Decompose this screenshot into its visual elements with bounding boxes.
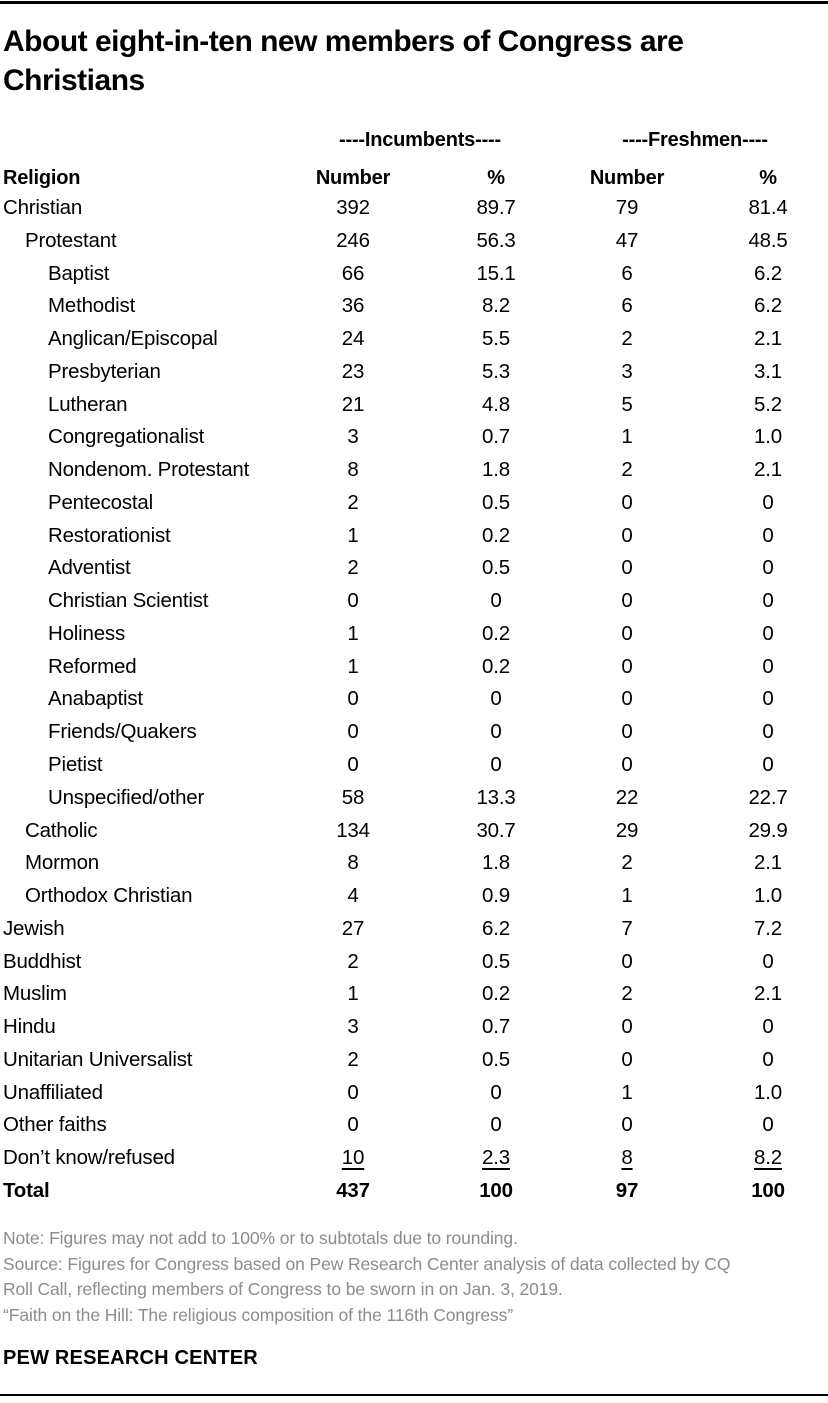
- row-label: Holiness: [48, 621, 126, 645]
- cell-freshmen-number: 0: [621, 621, 633, 645]
- row-label: Catholic: [25, 818, 98, 842]
- cell-freshmen-percent: 0: [762, 490, 774, 514]
- cell-freshmen-percent: 0: [762, 556, 774, 580]
- row-label: Anabaptist: [48, 687, 143, 711]
- cell-incumbents-number: 0: [347, 1080, 359, 1104]
- table-row: [0, 618, 828, 651]
- cell-incumbents-percent: 0: [490, 1080, 502, 1104]
- cell-incumbents-number: 3: [347, 1015, 359, 1039]
- row-label: Christian Scientist: [48, 589, 209, 613]
- cell-freshmen-percent: 0: [762, 621, 774, 645]
- cell-incumbents-percent: 5.5: [482, 327, 510, 351]
- cell-freshmen-number: 6: [621, 294, 633, 318]
- cell-incumbents-percent: 0.5: [482, 949, 510, 973]
- source-text: Source: Figures for Congress based on Pew Research Center analysis of data collected by CQ Roll Call, reflecting members of Congress to be sworn in on Jan. 3, 2019.: [3, 1253, 731, 1299]
- cell-incumbents-percent: 0.7: [482, 425, 510, 449]
- cell-freshmen-number: 1: [621, 884, 633, 908]
- cell-incumbents-percent: 15.1: [476, 261, 516, 285]
- cell-incumbents-percent: 6.2: [482, 916, 510, 940]
- table-row: [0, 225, 828, 258]
- table-row: [0, 258, 828, 291]
- table-row: [0, 1142, 828, 1175]
- row-label: Congregationalist: [48, 425, 205, 449]
- cell-incumbents-percent: 0.2: [482, 523, 510, 547]
- cell-incumbents-percent: 13.3: [476, 785, 516, 809]
- cell-incumbents-percent: 0.5: [482, 490, 510, 514]
- table-row: [0, 1109, 828, 1142]
- table-row: [0, 782, 828, 815]
- cell-incumbents-number: 23: [341, 359, 365, 383]
- table-row: [0, 192, 828, 225]
- cell-incumbents-percent: 8.2: [482, 294, 510, 318]
- row-label: Pentecostal: [48, 490, 153, 514]
- cell-freshmen-number: 0: [621, 490, 633, 514]
- cell-incumbents-percent: 0: [490, 1113, 502, 1137]
- cell-incumbents-number: 2: [347, 490, 359, 514]
- column-header-number-freshmen: Number: [589, 167, 665, 189]
- row-label: Mormon: [25, 851, 99, 875]
- cell-freshmen-percent: 6.2: [754, 261, 782, 285]
- cell-freshmen-percent: 3.1: [754, 359, 782, 383]
- row-label: Don’t know/refused: [3, 1146, 175, 1170]
- cell-freshmen-percent: 48.5: [748, 228, 788, 252]
- table-row: [0, 1077, 828, 1110]
- cell-freshmen-number: 0: [621, 1015, 633, 1039]
- brand-wordmark: PEW RESEARCH CENTER: [3, 1347, 258, 1369]
- cell-freshmen-percent: 0: [762, 720, 774, 744]
- cell-freshmen-percent: 0: [762, 687, 774, 711]
- cell-incumbents-number: 8: [347, 458, 359, 482]
- cell-freshmen-number: 7: [621, 916, 633, 940]
- cell-freshmen-percent: 5.2: [754, 392, 782, 416]
- cell-incumbents-number: 66: [341, 261, 365, 285]
- cell-freshmen-percent: 6.2: [754, 294, 782, 318]
- cell-incumbents-percent: 0: [490, 687, 502, 711]
- cell-incumbents-number: 0: [347, 1113, 359, 1137]
- cell-freshmen-number: 0: [621, 753, 633, 777]
- cell-freshmen-number: 2: [621, 851, 633, 875]
- row-label: Nondenom. Protestant: [48, 458, 250, 482]
- table-row: [0, 290, 828, 323]
- cell-freshmen-percent: 7.2: [754, 916, 782, 940]
- table-row: [0, 913, 828, 946]
- column-header-row: [0, 166, 828, 190]
- cell-freshmen-percent: 100: [751, 1178, 785, 1202]
- cell-incumbents-number: 8: [347, 851, 359, 875]
- cell-incumbents-number: 2: [347, 556, 359, 580]
- cell-incumbents-percent: 0.2: [482, 654, 510, 678]
- cell-incumbents-number: 1: [347, 523, 359, 547]
- cell-incumbents-percent: 5.3: [482, 359, 510, 383]
- cell-freshmen-percent: 81.4: [748, 196, 788, 219]
- table-row: [0, 487, 828, 520]
- row-label: Anglican/Episcopal: [48, 327, 218, 351]
- row-label: Christian: [3, 196, 83, 219]
- row-label: Methodist: [48, 294, 136, 318]
- cell-freshmen-number: 0: [621, 720, 633, 744]
- cell-freshmen-percent: 0: [762, 589, 774, 613]
- cell-incumbents-percent: 56.3: [476, 228, 516, 252]
- cell-incumbents-number: 21: [341, 392, 365, 416]
- note-text: Note: Figures may not add to 100% or to subtotals due to rounding.: [3, 1228, 518, 1248]
- cell-incumbents-percent: 89.7: [476, 196, 516, 219]
- cell-incumbents-number: 36: [341, 294, 365, 318]
- table-body: [0, 192, 828, 1208]
- column-header-religion: Religion: [3, 167, 81, 189]
- row-label: Orthodox Christian: [25, 884, 193, 908]
- row-label: Muslim: [3, 982, 67, 1006]
- cell-freshmen-number: 0: [621, 1113, 633, 1137]
- cell-incumbents-number: 27: [341, 916, 365, 940]
- table-row: [0, 1175, 828, 1208]
- cell-incumbents-number: 24: [341, 327, 365, 351]
- cell-freshmen-number: 0: [621, 556, 633, 580]
- row-label: Unitarian Universalist: [3, 1047, 193, 1071]
- table-row: [0, 978, 828, 1011]
- cell-incumbents-percent: 30.7: [476, 818, 516, 842]
- bottom-rule: [0, 1394, 828, 1396]
- cell-incumbents-number: 10: [341, 1146, 365, 1170]
- row-label: Total: [3, 1178, 50, 1202]
- cell-incumbents-number: 1: [347, 982, 359, 1006]
- cell-incumbents-percent: 100: [479, 1178, 513, 1202]
- cell-freshmen-percent: 29.9: [748, 818, 788, 842]
- cell-incumbents-percent: 0.5: [482, 556, 510, 580]
- cell-freshmen-number: 8: [621, 1146, 633, 1170]
- row-label: Adventist: [48, 556, 131, 580]
- cell-freshmen-number: 22: [615, 785, 639, 809]
- table-row: [0, 749, 828, 782]
- cell-incumbents-number: 1: [347, 654, 359, 678]
- cell-incumbents-number: 2: [347, 1047, 359, 1071]
- cell-freshmen-number: 0: [621, 589, 633, 613]
- table-row: [0, 323, 828, 356]
- row-label: Friends/Quakers: [48, 720, 197, 744]
- cell-incumbents-percent: 0.9: [482, 884, 510, 908]
- table-row: [0, 815, 828, 848]
- table-row: [0, 716, 828, 749]
- cell-freshmen-percent: 0: [762, 523, 774, 547]
- table-row: [0, 356, 828, 389]
- row-label: Jewish: [3, 916, 65, 940]
- group-header-freshmen: ----Freshmen----: [622, 129, 768, 151]
- cell-incumbents-percent: 1.8: [482, 851, 510, 875]
- table-row: [0, 520, 828, 553]
- row-label: Pietist: [48, 753, 103, 777]
- cell-incumbents-number: 4: [347, 884, 359, 908]
- row-label: Restorationist: [48, 523, 171, 547]
- cell-incumbents-percent: 0.2: [482, 982, 510, 1006]
- cell-incumbents-percent: 0: [490, 720, 502, 744]
- cell-freshmen-number: 5: [621, 392, 633, 416]
- cell-incumbents-percent: 0.5: [482, 1047, 510, 1071]
- cell-incumbents-number: 58: [341, 785, 365, 809]
- row-label: Presbyterian: [48, 359, 161, 383]
- table-row: [0, 421, 828, 454]
- cell-freshmen-percent: 2.1: [754, 851, 782, 875]
- cell-freshmen-number: 0: [621, 523, 633, 547]
- cell-incumbents-number: 437: [336, 1178, 370, 1202]
- row-label: Other faiths: [3, 1113, 107, 1137]
- cell-freshmen-number: 47: [615, 228, 639, 252]
- cell-freshmen-number: 97: [615, 1178, 639, 1202]
- cell-freshmen-percent: 22.7: [748, 785, 788, 809]
- report-title-quote: “Faith on the Hill: The religious composition of the 116th Congress”: [3, 1304, 514, 1325]
- footer-notes: [3, 1226, 733, 1328]
- table-row: [0, 946, 828, 979]
- cell-freshmen-number: 29: [615, 818, 639, 842]
- table-row: [0, 1011, 828, 1044]
- cell-freshmen-number: 2: [621, 327, 633, 351]
- cell-freshmen-number: 1: [621, 425, 633, 449]
- cell-freshmen-number: 79: [615, 196, 639, 219]
- row-label: Lutheran: [48, 392, 128, 416]
- cell-freshmen-number: 0: [621, 949, 633, 973]
- cell-freshmen-percent: 1.0: [754, 1080, 782, 1104]
- cell-freshmen-percent: 0: [762, 1113, 774, 1137]
- cell-freshmen-percent: 0: [762, 1015, 774, 1039]
- table-row: [0, 683, 828, 716]
- cell-incumbents-number: 3: [347, 425, 359, 449]
- cell-freshmen-number: 0: [621, 687, 633, 711]
- cell-freshmen-number: 3: [621, 359, 633, 383]
- cell-freshmen-percent: 0: [762, 1047, 774, 1071]
- cell-incumbents-percent: 1.8: [482, 458, 510, 482]
- cell-freshmen-percent: 2.1: [754, 327, 782, 351]
- cell-freshmen-number: 2: [621, 458, 633, 482]
- cell-freshmen-number: 1: [621, 1080, 633, 1104]
- table-row: [0, 552, 828, 585]
- cell-freshmen-number: 0: [621, 1047, 633, 1071]
- cell-freshmen-percent: 0: [762, 753, 774, 777]
- cell-freshmen-percent: 1.0: [754, 425, 782, 449]
- row-label: Unspecified/other: [48, 785, 205, 809]
- cell-freshmen-percent: 2.1: [754, 982, 782, 1006]
- column-header-number-incumbents: Number: [315, 167, 391, 189]
- table-row: [0, 880, 828, 913]
- cell-incumbents-number: 246: [336, 228, 370, 252]
- table-row: [0, 585, 828, 618]
- table-row: [0, 651, 828, 684]
- cell-incumbents-percent: 0: [490, 589, 502, 613]
- cell-freshmen-percent: 0: [762, 949, 774, 973]
- column-header-percent-incumbents: %: [487, 167, 505, 189]
- row-label: Protestant: [25, 228, 117, 252]
- column-header-percent-freshmen: %: [759, 167, 777, 189]
- cell-incumbents-number: 134: [336, 818, 370, 842]
- cell-incumbents-percent: 0.7: [482, 1015, 510, 1039]
- cell-freshmen-percent: 8.2: [754, 1146, 782, 1170]
- cell-incumbents-number: 0: [347, 589, 359, 613]
- row-label: Buddhist: [3, 949, 82, 973]
- row-label: Baptist: [48, 261, 110, 285]
- group-header-incumbents: ----Incumbents----: [339, 129, 501, 151]
- page-title: About eight-in-ten new members of Congress are Christians: [3, 25, 684, 97]
- cell-freshmen-percent: 1.0: [754, 884, 782, 908]
- cell-freshmen-number: 6: [621, 261, 633, 285]
- table-row: [0, 454, 828, 487]
- row-label: Reformed: [48, 654, 137, 678]
- cell-incumbents-number: 0: [347, 753, 359, 777]
- cell-incumbents-number: 2: [347, 949, 359, 973]
- top-rule: [0, 1, 828, 4]
- table-row: [0, 847, 828, 880]
- cell-freshmen-number: 0: [621, 654, 633, 678]
- cell-incumbents-percent: 0.2: [482, 621, 510, 645]
- cell-incumbents-percent: 0: [490, 753, 502, 777]
- table-row: [0, 389, 828, 422]
- cell-incumbents-number: 392: [336, 196, 370, 219]
- cell-incumbents-number: 1: [347, 621, 359, 645]
- table-row: [0, 1044, 828, 1077]
- cell-incumbents-number: 0: [347, 687, 359, 711]
- cell-incumbents-percent: 2.3: [482, 1146, 510, 1170]
- cell-incumbents-percent: 4.8: [482, 392, 510, 416]
- cell-incumbents-number: 0: [347, 720, 359, 744]
- cell-freshmen-percent: 0: [762, 654, 774, 678]
- cell-freshmen-number: 2: [621, 982, 633, 1006]
- cell-freshmen-percent: 2.1: [754, 458, 782, 482]
- row-label: Hindu: [3, 1015, 56, 1039]
- row-label: Unaffiliated: [3, 1080, 103, 1104]
